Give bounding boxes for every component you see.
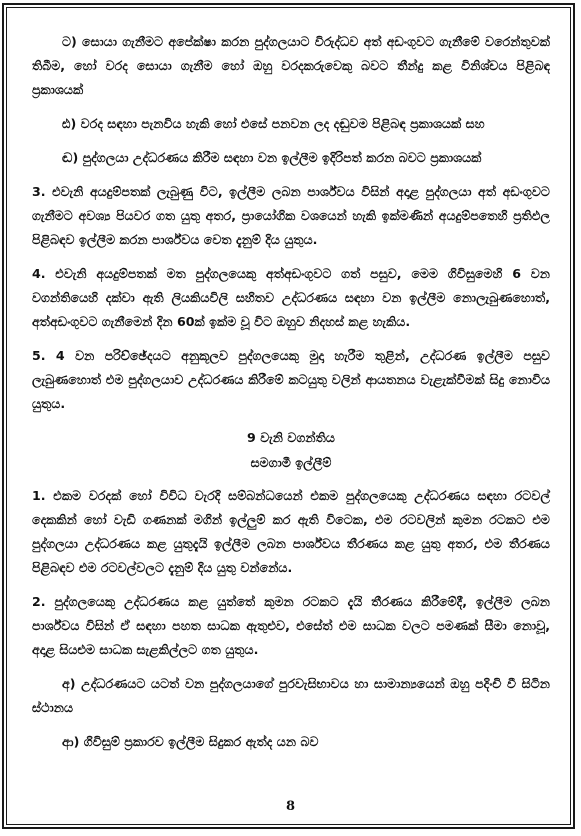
clause-paragraph: ට) සොයා ගැනීමට අපේක්ෂා කරන පුද්ගලයාට විරුද්ධව අත් අඩංගුවට ගැනීමේ වරෙන්තුවක් තිබීම, හෝ වරද සොයා ගැනීම හෝ ඔහු වරදකරුවෙකු බවට තීන්දු කළ විනිශ්චය පිළිබඳ ප්‍රකාශයක් xyxy=(32,34,550,97)
section-heading: 9 වැනි වගන්තිය xyxy=(247,430,335,445)
sub-item: ආ) ගිවිසුම් ප්‍රකාරව ඉල්ලීම සිදුකර ඇත්ද යන බව xyxy=(62,734,319,749)
document-body xyxy=(32,30,550,764)
numbered-paragraph: 3. එවැනි අයදුම්පතක් ලැබුණු විට, ඉල්ලීම ලබන පාර්ශ්වය විසින් අදාළ පුද්ගලයා අත් අඩංගුවට ගැනීමට අවශ්‍ය පියවර ගත යුතු අතර, ප්‍රායෝගික වශයෙන් හැකි ඉක්මණින් අයදුම්පතෙහි ප්‍රතිඵල පිළිබඳව ඉල්ලීම කරන පාර්ශ්වය වෙත දැනුම් දිය යුතුය. xyxy=(32,184,550,247)
numbered-paragraph: 2. පුද්ගලයෙකු උද්ධරණය කළ යුත්තේ කුමන රටකට දැයි තීරණය කිරීමේදී, ඉල්ලීම ලබන පාර්ශ්වය විසින් ඒ සඳහා පහත සාධක ඇතුළුව, එසේත් එම සාධක වලට පමණක් සීමා නොවූ, අදාළ සියළුම සාධක සැළකිල්ලට ගත යුතුය. xyxy=(32,594,550,657)
clause-paragraph: ඪ) වරද සඳහා පැනවිය හැකි හෝ එසේ පනවන ලද දඬුවම පිළිබඳ ප්‍රකාශයක් සහ xyxy=(62,116,485,131)
sub-item: අ) උද්ධරණයට යටත් වන පුද්ගලයාගේ පුරවැසිභාවය හා සාමාන්‍යයෙන් ඔහු පදිංචි වී සිටින ස්ථානය xyxy=(32,676,550,715)
numbered-paragraph: 5. 4 වන පරිච්ඡේදයට අනුකූලව පුද්ගලයෙකු මුදා හැරීම තුළින්, උද්ධරණ ඉල්ලීම පසුව ලැබුණහොත් එම පුද්ගලයාව උද්ධරණය කිරීමේ කටයුතු වලින් ආයතනය වැළැක්වීමක් සිදු නොවිය යුතුය. xyxy=(32,348,550,411)
numbered-paragraph: 4. එවැනි අයදුම්පතක් මත පුද්ගලයෙකු අත්අඩංගුවට ගත් පසුව, මෙම ගිවිසුමෙහි 6 වන වගන්තියෙහි දක්වා ඇති ලියකියවිලි සහිතව උද්ධරණය සඳහා වන ඉල්ලීම නොලැබුණහොත්, අත්අඩංගුවට ගැනීමෙන් දින 60ක් ඉක්ම වූ විට ඔහුව නිදහස් කළ හැකිය. xyxy=(32,266,550,329)
page-number: 8 xyxy=(285,799,296,814)
numbered-paragraph: 1. එකම වරදක් හෝ විවිධ වැරදි සම්බන්ධයෙන් එකම පුද්ගලයෙකු උද්ධරණය සඳහා රටවල් දෙකකින් හෝ වැඩි ගණනක් මගින් ඉල්ලුම් කර ඇති විටෙක, එම රටවලින් කුමන රටකට එම පුද්ගලයා උද්ධරණය කළ යුතුදැයි ඉල්ලීම ලබන පාර්ශ්වය තීරණය කළ යුතු අතර, එම තීරණය පිළිබඳව එම රටවල්වලට දැනුම් දිය යුතු වන්නේය. xyxy=(32,488,550,575)
clause-paragraph: ඬ) පුද්ගලයා උද්ධරණය කිරීම සඳහා වන ඉල්ලීම ඉදිරිපත් කරන බවට ප්‍රකාශයක් xyxy=(62,150,482,165)
section-subheading: සමගාමී ඉල්ලීම් xyxy=(250,455,332,470)
